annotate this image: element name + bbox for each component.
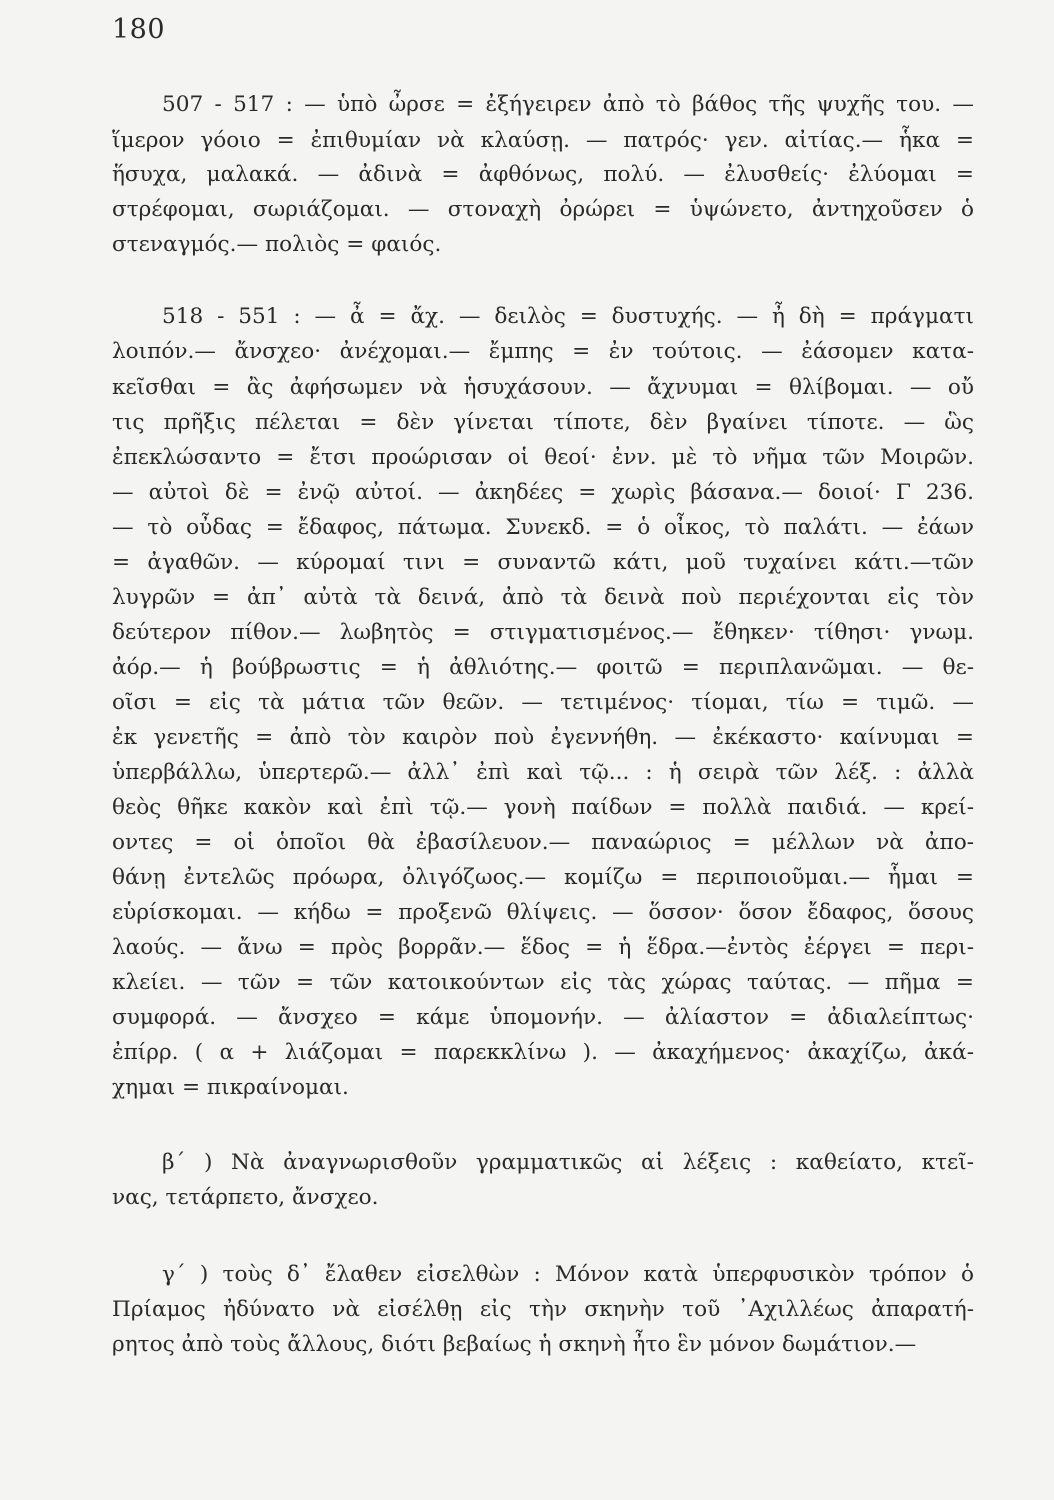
text-line: ὑπερβάλλω, ὑπερτερῶ.— ἀλλ᾽ ἐπὶ καὶ τῷ... : ἡ σειρὰ τῶν λέξ. : ἀλλὰ: [112, 760, 974, 785]
text-line: νας, τετάρπετο, ἄνσχεο.: [112, 1185, 379, 1210]
text-line: συμφορά. — ἄνσχεο = κάμε ὑπομονήν. — ἀλίαστον = ἀδιαλείπτως·: [112, 1005, 974, 1030]
text-line: κλείει. — τῶν = τῶν κατοικούντων εἰς τὰς χώρας ταύτας. — πῆμα =: [112, 970, 974, 995]
text-line: ἵμερον γόοιο = ἐπιθυμίαν νὰ κλαύσῃ. — πατρός· γεν. αἰτίας.— ἧκα =: [112, 128, 974, 153]
text-line: εὑρίσκομαι. — κήδω = προξενῶ θλίψεις. — ὅσσον· ὅσον ἔδαφος, ὅσους: [112, 900, 974, 925]
text-line: ρητος ἀπὸ τοὺς ἄλλους, διότι βεβαίως ἡ σκηνὴ ἦτο ἓν μόνον δωμάτιον.—: [112, 1332, 917, 1357]
text-line: = ἀγαθῶν. — κύρομαί τινι = συναντῶ κάτι, μοῦ τυχαίνει κάτι.—τῶν: [112, 550, 974, 575]
text-line: στεναγμός.— πολιὸς = φαιός.: [112, 232, 442, 257]
text-line: θάνῃ ἐντελῶς πρόωρα, ὀλιγόζωος.— κομίζω = περιποιοῦμαι.— ἧμαι =: [112, 865, 974, 890]
text-line: β΄ ) Νὰ ἀναγνωρισθοῦν γραμματικῶς αἱ λέξεις : καθείατο, κτεῖ-: [162, 1150, 974, 1175]
text-line: 507 - 517 : — ὑπὸ ὦρσε = ἐξήγειρεν ἀπὸ τὸ βάθος τῆς ψυχῆς του. —: [162, 92, 974, 117]
text-line: λαούς. — ἄνω = πρὸς βορρᾶν.— ἕδος = ἡ ἕδρα.—ἐντὸς ἐέργει = περι-: [112, 935, 974, 960]
text-line: ἥσυχα, μαλακά. — ἀδινὰ = ἀφθόνως, πολύ. — ἐλυσθείς· ἐλύομαι =: [112, 162, 974, 187]
text-line: δεύτερον πίθον.— λωβητὸς = στιγματισμένος.— ἔθηκεν· τίθησι· γνωμ.: [112, 620, 974, 645]
page-number: 180: [112, 14, 166, 45]
text-line: γ΄ ) τοὺς δ᾽ ἔλαθεν εἰσελθὼν : Μόνον κατὰ ὑπερφυσικὸν τρόπον ὁ: [162, 1262, 974, 1287]
text-line: οῖσι = εἰς τὰ μάτια τῶν θεῶν. — τετιμένος· τίομαι, τίω = τιμῶ. —: [112, 690, 974, 715]
text-line: οντες = οἱ ὁποῖοι θὰ ἐβασίλευον.— παναώριος = μέλλων νὰ ἀπο-: [112, 830, 974, 855]
text-line: κεῖσθαι = ἂς ἀφήσωμεν νὰ ἡσυχάσουν. — ἄχνυμαι = θλίβομαι. — οὔ: [112, 375, 974, 400]
text-line: ἀόρ.— ἡ βούβρωστις = ἡ ἀθλιότης.— φοιτῶ = περιπλανῶμαι. — θε-: [112, 655, 974, 680]
text-line: χημαι = πικραίνομαι.: [112, 1075, 349, 1100]
text-line: Πρίαμος ἠδύνατο νὰ εἰσέλθῃ εἰς τὴν σκηνὴν τοῦ ᾽Αχιλλέως ἀπαρατή-: [112, 1297, 974, 1322]
text-line: ἐπεκλώσαντο = ἔτσι προώρισαν οἱ θεοί· ἐνν. μὲ τὸ νῆμα τῶν Μοιρῶν.: [112, 445, 974, 470]
text-line: λυγρῶν = ἀπ᾽ αὐτὰ τὰ δεινά, ἀπὸ τὰ δεινὰ ποὺ περιέχονται εἰς τὸν: [112, 585, 974, 610]
text-line: στρέφομαι, σωριάζομαι. — στοναχὴ ὀρώρει = ὑψώνετο, ἀντηχοῦσεν ὁ: [112, 197, 974, 222]
text-line: τις πρῆξις πέλεται = δὲν γίνεται τίποτε, δὲν βγαίνει τίποτε. — ὣς: [112, 410, 974, 435]
text-line: 518 - 551 : — ἆ = ἄχ. — δειλὸς = δυστυχής. — ἦ δὴ = πράγματι: [162, 304, 974, 329]
text-line: λοιπόν.— ἄνσχεο· ἀνέχομαι.— ἔμπης = ἐν τούτοις. — ἐάσομεν κατα-: [112, 339, 974, 364]
text-line: — τὸ οὖδας = ἔδαφος, πάτωμα. Συνεκδ. = ὁ οἶκος, τὸ παλάτι. — ἐάων: [112, 515, 974, 540]
text-line: ἐπίρρ. ( α + λιάζομαι = παρεκκλίνω ). — ἀκαχήμενος· ἀκαχίζω, ἀκά-: [112, 1040, 974, 1065]
text-line: θεὸς θῆκε κακὸν καὶ ἐπὶ τῷ.— γονὴ παίδων = πολλὰ παιδιά. — κρεί-: [112, 795, 974, 820]
text-line: ἐκ γενετῆς = ἀπὸ τὸν καιρὸν ποὺ ἐγεννήθη. — ἐκέκαστο· καίνυμαι =: [112, 725, 974, 750]
text-line: — αὐτοὶ δὲ = ἐνῷ αὐτοί. — ἀκηδέες = χωρὶς βάσανα.— δοιοί· Γ 236.: [112, 480, 974, 505]
